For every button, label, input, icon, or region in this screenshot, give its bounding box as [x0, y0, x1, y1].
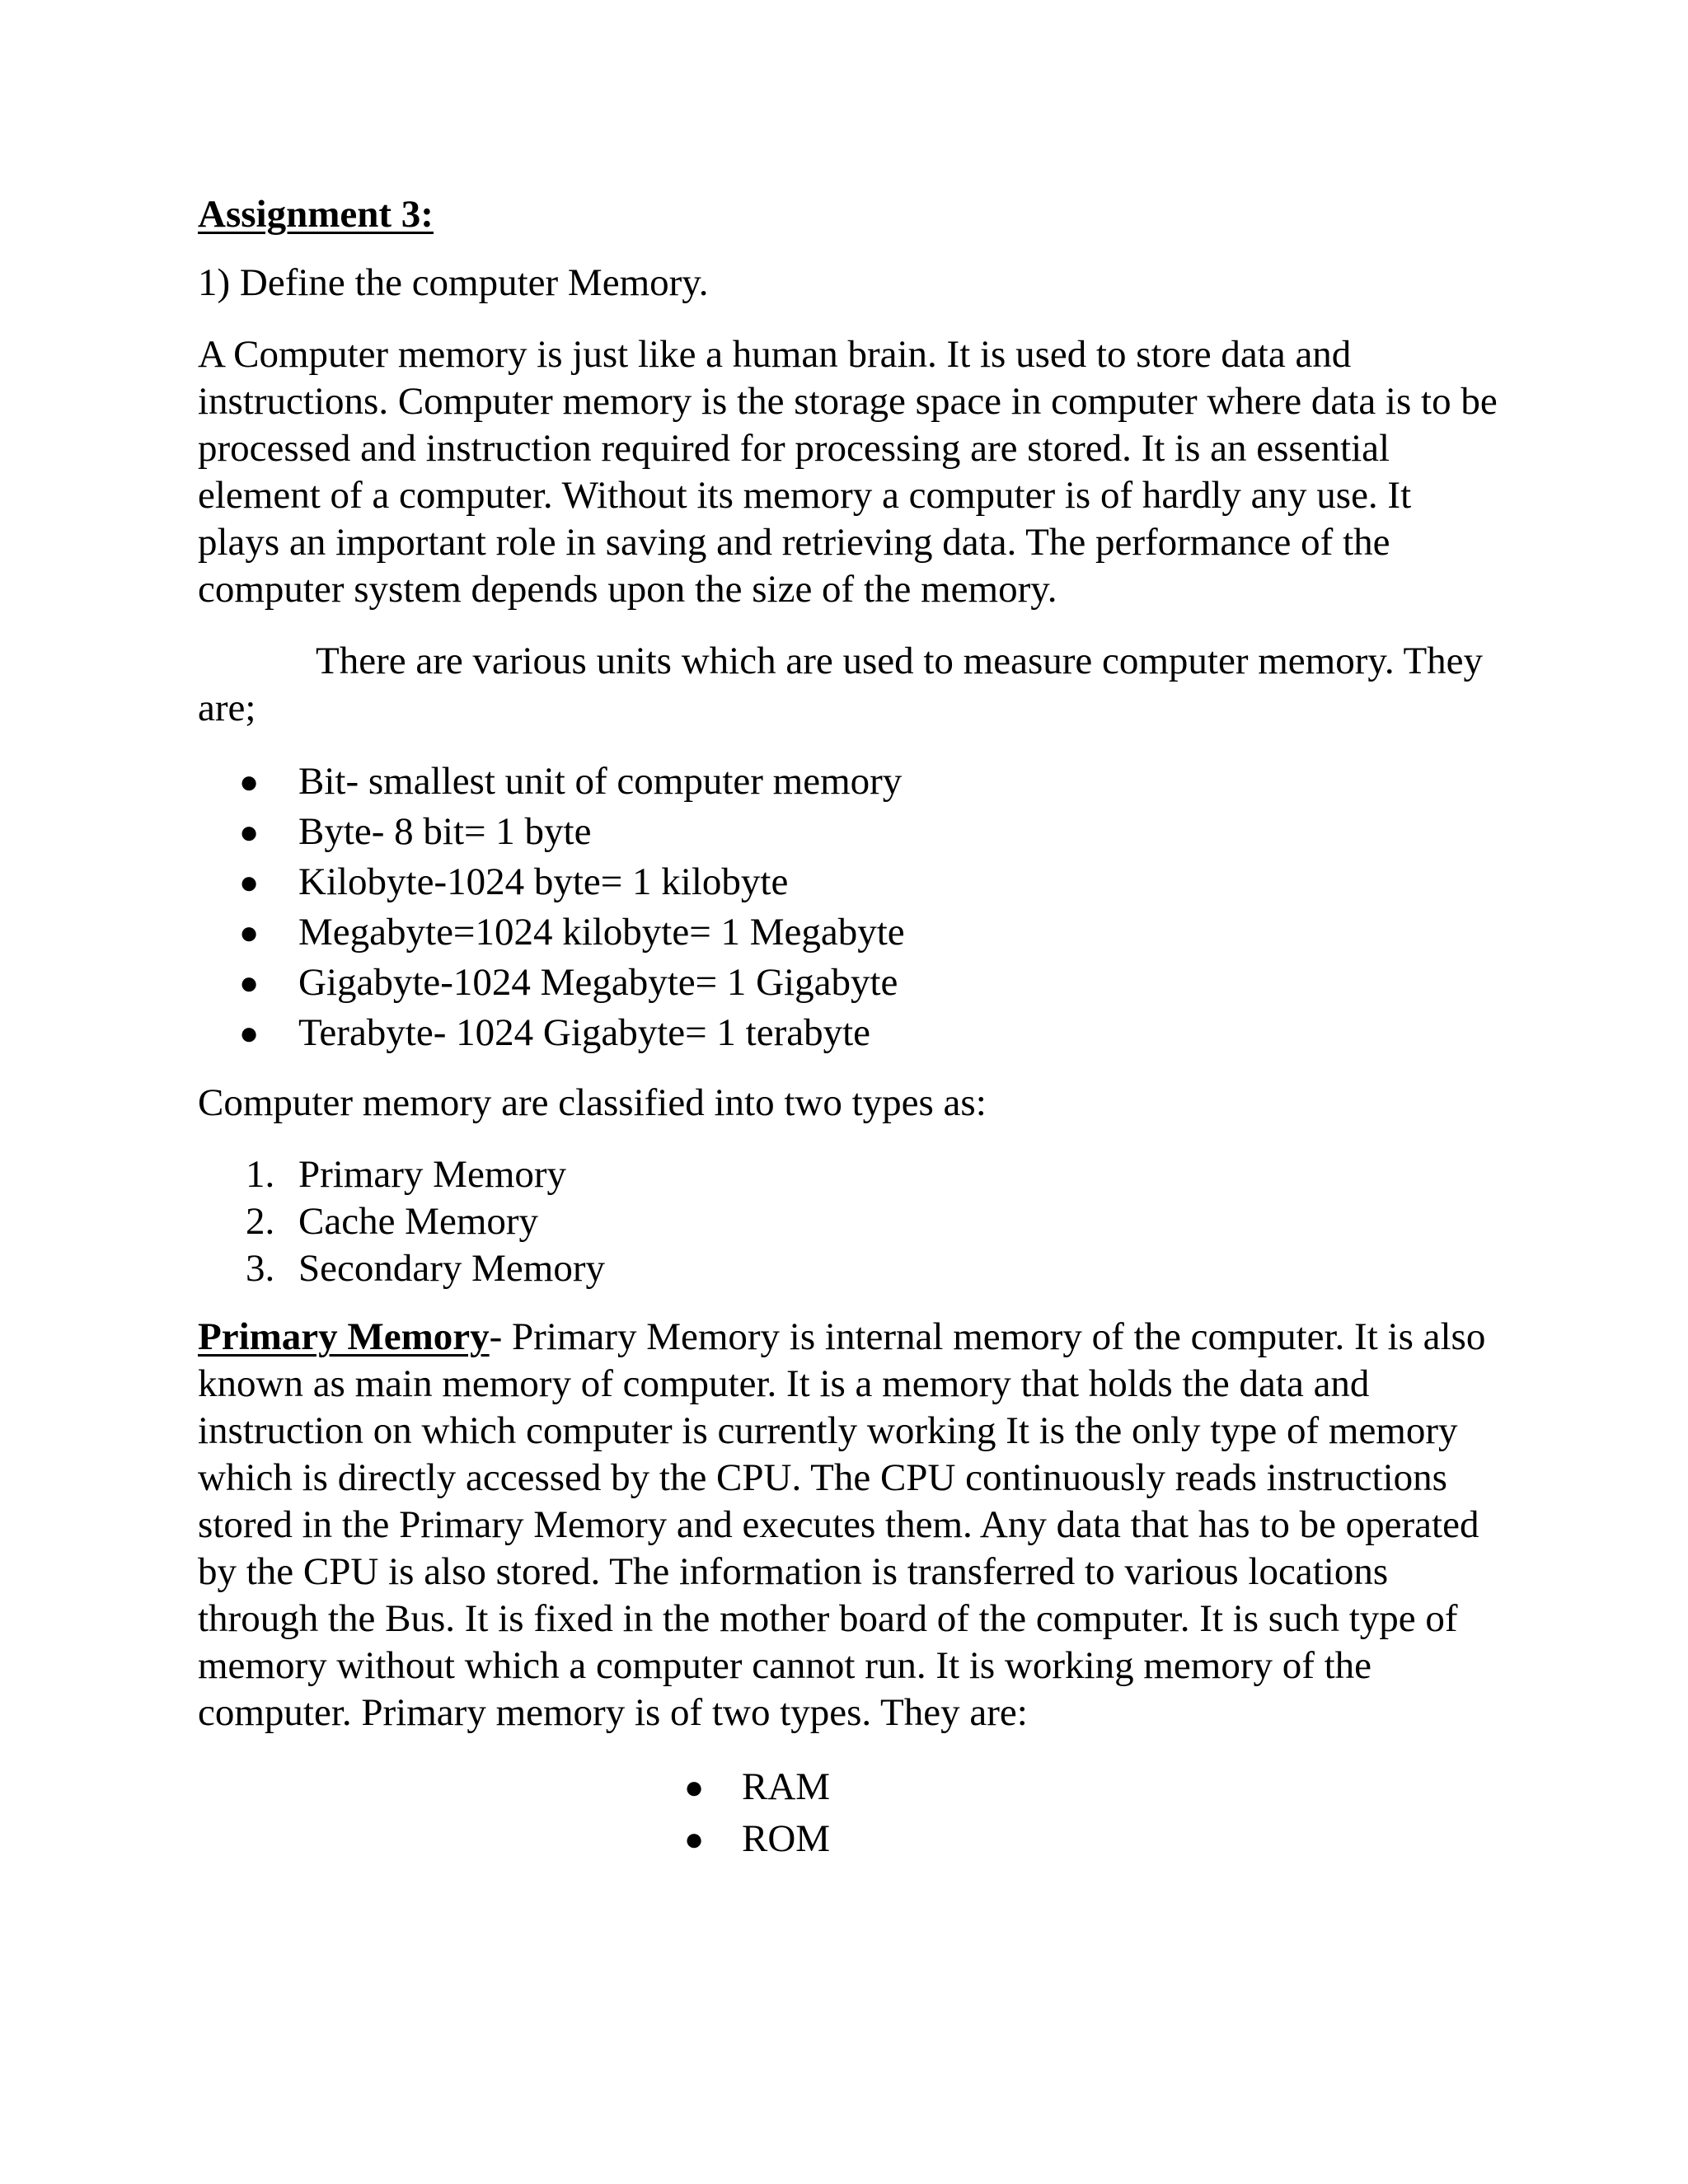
bullet-icon: ●	[239, 813, 260, 851]
list-item	[198, 1008, 1500, 1058]
list-number: 3.	[246, 1247, 275, 1290]
intro-paragraph: A Computer memory is just like a human brain. It is used to store data and instructions. Computer memory is the storage space in computer where data is to be processed and instruction required for processing are stored. It is an essential element of a computer. Without its memory a computer is of hardly any use. It plays an important role in saving and retrieving data. The performance of the computer system depends upon the size of the memory.	[198, 333, 1498, 611]
primary-memory-text: - Primary Memory is internal memory of the computer. It is also known as main memory of computer. It is a memory that holds the data and instruction on which computer is currently working It is the only type of memory which is directly accessed by the CPU. The CPU continuously reads instructions stored in the Primary Memory and executes them. Any data that has to be operated by the CPU is also stored. The information is transferred to various locations through the Bus. It is fixed in the mother board of the computer. It is such type of memory without which a computer cannot run. It is working memory of the computer. Primary memory is of two types. They are:	[198, 1315, 1486, 1734]
memory-units-list	[198, 757, 1500, 1058]
bullet-icon: ●	[684, 1769, 705, 1806]
primary-memory-heading: Primary Memory	[198, 1315, 490, 1358]
list-item-text: Byte- 8 bit= 1 byte	[298, 810, 592, 853]
bullet-icon: ●	[239, 864, 260, 901]
list-item-text: ROM	[742, 1817, 831, 1860]
list-item	[198, 907, 1500, 958]
question-text: 1) Define the computer Memory.	[198, 261, 709, 304]
units-intro-paragraph: There are various units which are used to measure computer memory. They are;	[198, 640, 1484, 729]
bullet-icon: ●	[239, 914, 260, 951]
list-item-text: Gigabyte-1024 Megabyte= 1 Gigabyte	[298, 961, 898, 1004]
list-item-text: Kilobyte-1024 byte= 1 kilobyte	[298, 860, 789, 903]
primary-memory-paragraph	[198, 1314, 1500, 1736]
list-item	[198, 958, 1500, 1008]
bullet-icon: ●	[684, 1821, 705, 1858]
list-number: 2.	[246, 1200, 275, 1243]
list-item-text: Megabyte=1024 kilobyte= 1 Megabyte	[298, 911, 905, 954]
list-item	[198, 1151, 1500, 1198]
list-item	[198, 857, 1500, 907]
primary-memory-types-list	[198, 1761, 1500, 1865]
list-item	[198, 757, 1500, 807]
list-item	[198, 807, 1500, 857]
bullet-icon: ●	[239, 763, 260, 800]
list-item-text: RAM	[742, 1765, 831, 1808]
list-item-text: Bit- smallest unit of computer memory	[298, 760, 903, 803]
memory-types-list	[198, 1151, 1500, 1292]
list-number: 1.	[246, 1153, 275, 1196]
list-item	[198, 1813, 1500, 1865]
list-item-text: Terabyte- 1024 Gigabyte= 1 terabyte	[298, 1011, 871, 1054]
list-item-text: Primary Memory	[298, 1153, 567, 1196]
assignment-title: Assignment 3:	[198, 193, 434, 236]
document-content	[198, 191, 1500, 1865]
list-item-text: Cache Memory	[298, 1200, 539, 1243]
bullet-icon: ●	[239, 964, 260, 1001]
list-item	[198, 1761, 1500, 1813]
list-item	[198, 1245, 1500, 1292]
bullet-icon: ●	[239, 1015, 260, 1052]
list-item-text: Secondary Memory	[298, 1247, 605, 1290]
classification-intro: Computer memory are classified into two types as:	[198, 1081, 987, 1124]
list-item	[198, 1198, 1500, 1245]
